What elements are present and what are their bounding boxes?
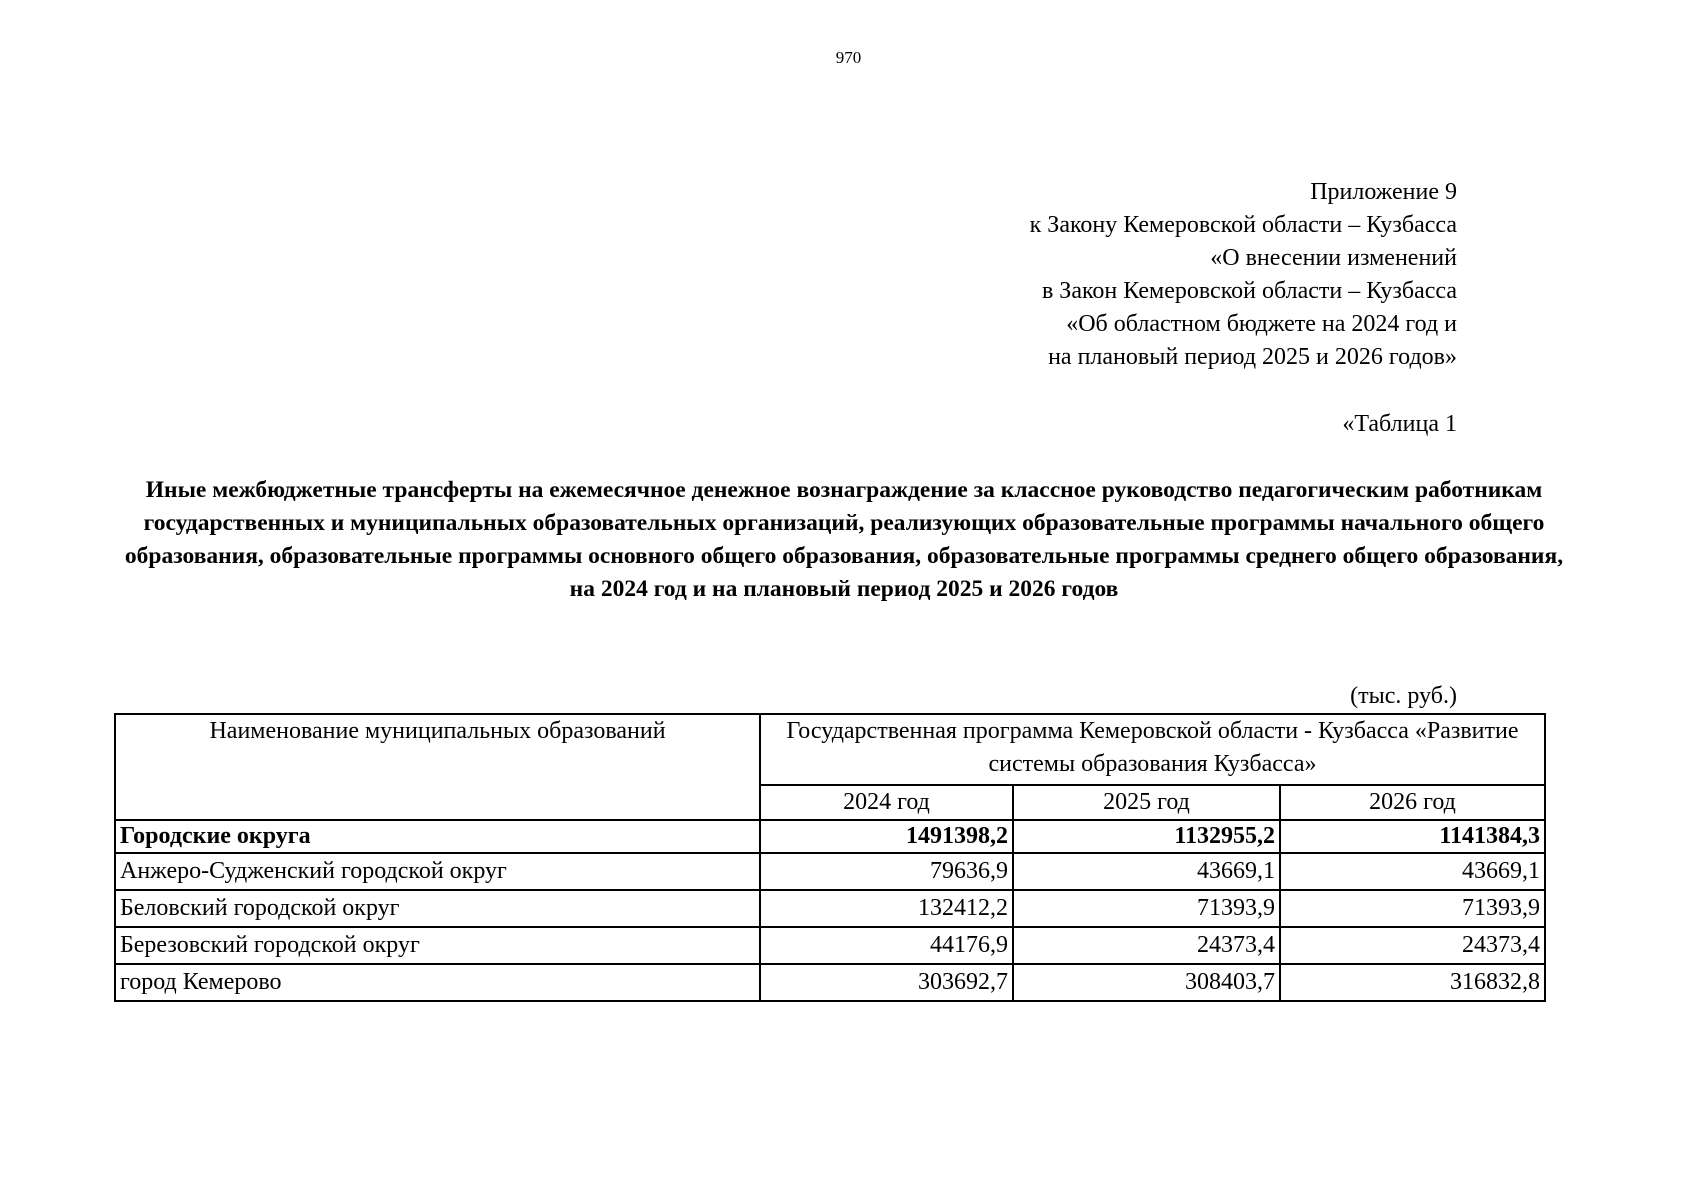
- appendix-line: на плановый период 2025 и 2026 годов»: [1048, 344, 1457, 370]
- table-row: [115, 853, 1545, 890]
- cell-2024: 132412,2: [760, 890, 1013, 927]
- cell-2025: 24373,4: [1013, 927, 1280, 964]
- page-number: 970: [835, 48, 862, 67]
- table-row-total: [115, 820, 1545, 853]
- appendix-line: «О внесении изменений: [1210, 245, 1457, 271]
- cell-2025: 308403,7: [1013, 964, 1280, 1001]
- appendix-reference: [1030, 176, 1457, 374]
- appendix-line: «Об областном бюджете на 2024 год и: [1066, 311, 1457, 337]
- cell-2024: 1491398,2: [760, 820, 1013, 853]
- row-name: Березовский городской округ: [115, 927, 760, 964]
- cell-2026: 43669,1: [1280, 853, 1545, 890]
- cell-2024: 303692,7: [760, 964, 1013, 1001]
- row-name: Анжеро-Судженский городской округ: [115, 853, 760, 890]
- row-name: Городские округа: [115, 820, 760, 853]
- header-year-2025: 2025 год: [1013, 785, 1280, 820]
- cell-2025: 71393,9: [1013, 890, 1280, 927]
- header-municipality: Наименование муниципальных образований: [115, 714, 760, 820]
- cell-2024: 44176,9: [760, 927, 1013, 964]
- header-year-2026: 2026 год: [1280, 785, 1545, 820]
- appendix-line: к Закону Кемеровской области – Кузбасса: [1029, 212, 1457, 238]
- cell-2025: 43669,1: [1013, 853, 1280, 890]
- cell-2025: 1132955,2: [1013, 820, 1280, 853]
- header-program: Государственная программа Кемеровской области - Кузбасса «Развитие системы образования Кузбасса»: [760, 714, 1545, 785]
- document-title: Иные межбюджетные трансферты на ежемесячное денежное вознаграждение за классное руководство педагогическим работникам государственных и муниципальных образовательных организаций, реализующих образовательные программы начального общего образования, образовательные программы основного общего образования, образовательные программы среднего общего образования, на 2024 год и на плановый период 2025 и 2026 годов: [124, 477, 1564, 602]
- table-row: [115, 927, 1545, 964]
- units-label: (тыс. руб.): [1350, 683, 1457, 709]
- transfers-table: [114, 713, 1546, 1002]
- table-label: «Таблица 1: [1342, 411, 1457, 437]
- cell-2026: 316832,8: [1280, 964, 1545, 1001]
- cell-2026: 71393,9: [1280, 890, 1545, 927]
- cell-2026: 24373,4: [1280, 927, 1545, 964]
- table-row: [115, 964, 1545, 1001]
- header-year-2024: 2024 год: [760, 785, 1013, 820]
- cell-2026: 1141384,3: [1280, 820, 1545, 853]
- row-name: Беловский городской округ: [115, 890, 760, 927]
- table-row: [115, 890, 1545, 927]
- appendix-line: в Закон Кемеровской области – Кузбасса: [1041, 278, 1457, 304]
- appendix-line: Приложение 9: [1310, 179, 1457, 205]
- row-name: город Кемерово: [115, 964, 760, 1001]
- cell-2024: 79636,9: [760, 853, 1013, 890]
